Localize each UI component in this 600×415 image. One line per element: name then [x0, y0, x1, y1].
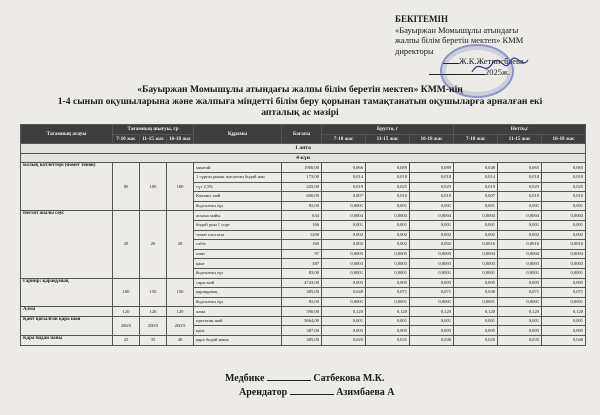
header-gross-age-1: 7-10 жас [322, 134, 366, 144]
menu-table [20, 124, 586, 346]
nurse-label: Медбике [225, 373, 265, 384]
header-net-age-3: 16-18 жас [542, 134, 586, 144]
tenant-line [225, 386, 485, 400]
weight-cell: 0,007 [322, 192, 366, 202]
weight-cell: 0,0016 [542, 240, 586, 250]
weight-cell: 0,0004 [498, 249, 542, 259]
ingredient-cell: пресьтан шай [194, 316, 282, 326]
weight-cell: 0,025 [410, 182, 454, 192]
portion-cell: 200/5 [167, 316, 194, 335]
director-name: Ж.К.Жетписбаева [459, 56, 524, 66]
weight-cell: 0,014 [322, 172, 366, 182]
weight-cell: 0,0001 [322, 201, 366, 211]
portion-cell: 20 [167, 211, 194, 278]
ingredient-cell: сүт 2,5% [194, 182, 282, 192]
weight-cell: 0,001 [454, 316, 498, 326]
ingredient-cell: қара бидай наны [194, 336, 282, 346]
weight-cell: 0,025 [542, 182, 586, 192]
weight-cell: 0,002 [322, 230, 366, 240]
weight-cell: 0,066 [322, 163, 366, 173]
weight-cell: 0,001 [410, 201, 454, 211]
dish-name-cell: Қант қосылған қара шай [21, 316, 113, 335]
ingredient-cell: Көкөніс май [194, 192, 282, 202]
approval-line-3: директоры [395, 45, 434, 56]
table-row [21, 211, 586, 221]
weight-cell: 0,005 [410, 278, 454, 288]
weight-cell: 0,0001 [454, 297, 498, 307]
dish-name-cell: Негізгі жылы соус [21, 211, 113, 278]
header-portion-age-1: 7-10 жас [113, 134, 140, 144]
title-line-3: апталық ас мәзірі [261, 107, 339, 118]
price-cell: 1900,00 [282, 163, 322, 173]
weight-cell: 0,010 [498, 192, 542, 202]
weight-cell: 0,005 [322, 326, 366, 336]
weight-cell: 0,089 [366, 163, 410, 173]
weight-cell: 0,120 [322, 307, 366, 317]
weight-cell: 0,005 [498, 326, 542, 336]
weight-cell: 0,0001 [498, 297, 542, 307]
weight-cell: 0,0001 [322, 297, 366, 307]
weight-cell: 0,002 [410, 240, 454, 250]
portion-cell: 100 [113, 278, 140, 307]
ingredient-cell: қант [194, 259, 282, 269]
weight-cell: 0,018 [410, 172, 454, 182]
table-header-row [21, 125, 586, 135]
weight-cell: 0,001 [542, 316, 586, 326]
page-title [20, 84, 580, 119]
weight-cell: 0,0001 [410, 297, 454, 307]
price-cell: 97 [282, 249, 322, 259]
price-cell: 160 [282, 240, 322, 250]
price-cell: 387,00 [282, 326, 322, 336]
header-portion-age-2: 11-15 жас [140, 134, 167, 144]
weight-cell: 0,120 [366, 307, 410, 317]
nurse-name: Сатбекова М.К. [313, 373, 385, 384]
header-portion: Тағамның шығуы, гр [113, 125, 194, 135]
weight-cell: 0,0004 [542, 211, 586, 221]
header-gross-age-2: 11-15 жас [366, 134, 410, 144]
signatures-footer [225, 372, 485, 400]
weight-cell: 0,048 [322, 288, 366, 298]
weight-cell: 0,071 [498, 288, 542, 298]
header-net-age-1: 7-10 жас [454, 134, 498, 144]
tenant-label: Арендатор [239, 387, 288, 398]
dish-name-cell: Қара бидай наны [21, 336, 113, 346]
weight-cell: 0,001 [410, 316, 454, 326]
header-gross: Брутто, г [322, 125, 454, 135]
weight-cell: 0,005 [410, 326, 454, 336]
weight-cell: 0,005 [322, 278, 366, 288]
weight-cell: 0,014 [454, 172, 498, 182]
weight-cell: 0,002 [322, 240, 366, 250]
table-body [21, 144, 586, 345]
weight-cell: 0,0005 [322, 249, 366, 259]
weight-cell: 0,048 [454, 288, 498, 298]
approval-heading: БЕКІТЕМІН [395, 14, 448, 24]
weight-cell: 0,002 [498, 230, 542, 240]
weight-cell: 0,001 [542, 201, 586, 211]
weight-cell: 0,002 [542, 230, 586, 240]
portion-cell: 20 [113, 211, 140, 278]
header-dish: Тағамның атауы [21, 125, 113, 144]
price-cell: 83,00 [282, 297, 322, 307]
ingredient-cell: йодталған тұз [194, 201, 282, 211]
weight-cell: 0,018 [498, 172, 542, 182]
weight-cell: 0,0003 [410, 259, 454, 269]
weight-cell: 0,0005 [410, 249, 454, 259]
price-cell: 166 [282, 220, 322, 230]
ingredient-cell: пияз [194, 249, 282, 259]
weight-cell: 0,002 [366, 240, 410, 250]
weight-cell: 0,001 [322, 220, 366, 230]
price-cell: 590,00 [282, 307, 322, 317]
weight-cell: 0,025 [498, 182, 542, 192]
tenant-name: Азимбаева А [336, 387, 395, 398]
weight-cell: 0,010 [410, 192, 454, 202]
weight-cell: 0,089 [410, 163, 454, 173]
price-cell: 1200 [282, 230, 322, 240]
weight-cell: 0,001 [454, 220, 498, 230]
weight-cell: 0,0003 [322, 259, 366, 269]
week-label: 1 апта [21, 144, 586, 154]
weight-cell: 0,0003 [366, 259, 410, 269]
portion-cell: 200/5 [113, 316, 140, 335]
nurse-line [225, 372, 485, 386]
weight-cell: 0,019 [322, 182, 366, 192]
ingredient-cell: 1 сұрпы ұннан жасалған бидай нан [194, 172, 282, 182]
weight-cell: 0,018 [366, 172, 410, 182]
ingredient-cell: йодталған тұз [194, 297, 282, 307]
weight-cell: 0,071 [410, 288, 454, 298]
ingredient-cell: йодталған тұз [194, 268, 282, 278]
weight-cell: 0,005 [366, 326, 410, 336]
title-line-1: «Бауыржан Момышұлы атындағы жалпы білім беретін мектеп» КММ-нің [137, 84, 463, 95]
weight-cell: 0,001 [542, 220, 586, 230]
weight-cell: 0,001 [498, 220, 542, 230]
weight-cell: 0,005 [366, 278, 410, 288]
day-label: 4-күн [21, 153, 586, 163]
table-row [21, 316, 586, 326]
weight-cell: 0,020 [322, 336, 366, 346]
title-line-2: 1-4 сынып оқушыларына және жалпыға міндетті білім беру қорынан тамақтанатын оқушыларға арналған екі [57, 95, 543, 107]
weight-cell: 0,0001 [366, 268, 410, 278]
weight-cell: 0,0001 [454, 268, 498, 278]
portion-cell: 150 [167, 278, 194, 307]
portion-cell: 120 [140, 307, 167, 317]
price-cell: 5664,00 [282, 316, 322, 326]
ingredient-cell: томат пастасы [194, 230, 282, 240]
weight-cell: 0,065 [542, 163, 586, 173]
weight-cell: 0,120 [454, 307, 498, 317]
approval-line-2: жалпы білім беретін мектеп» КММ [395, 35, 524, 45]
weight-cell: 0,018 [542, 172, 586, 182]
weight-cell: 0,005 [454, 326, 498, 336]
weight-cell: 0,001 [366, 220, 410, 230]
ingredient-cell: минтай [194, 163, 282, 173]
price-cell: 425,00 [282, 182, 322, 192]
portion-cell: 150 [140, 278, 167, 307]
ingredient-cell: қарақұмық [194, 288, 282, 298]
weight-cell: 0,001 [498, 316, 542, 326]
weight-cell: 0,010 [366, 192, 410, 202]
weight-cell: 0,005 [542, 278, 586, 288]
weight-cell: 0,120 [542, 307, 586, 317]
weight-cell: 0,005 [454, 278, 498, 288]
header-portion-age-3: 16-18 жас [167, 134, 194, 144]
weight-cell: 0,048 [454, 163, 498, 173]
price-cell: 83,00 [282, 268, 322, 278]
weight-cell: 0,0004 [498, 211, 542, 221]
weight-cell: 0,020 [454, 336, 498, 346]
weight-cell: 0,005 [542, 326, 586, 336]
weight-cell: 0,0005 [366, 249, 410, 259]
week-row [21, 144, 586, 154]
weight-cell: 0,002 [366, 230, 410, 240]
header-net: Нетто,г [454, 125, 586, 135]
weight-cell: 0,007 [454, 192, 498, 202]
weight-cell: 0,040 [410, 336, 454, 346]
weight-cell: 0,0003 [542, 259, 586, 269]
weight-cell: 0,001 [410, 220, 454, 230]
price-cell: 4743,00 [282, 278, 322, 288]
price-cell: 83,00 [282, 201, 322, 211]
portion-cell: 100 [140, 163, 167, 211]
weight-cell: 0,0016 [498, 240, 542, 250]
portion-cell: 100 [167, 163, 194, 211]
portion-cell: 20 [140, 211, 167, 278]
weight-cell: 0,035 [498, 336, 542, 346]
weight-cell: 0,0001 [542, 268, 586, 278]
weight-cell: 0,0016 [454, 240, 498, 250]
day-row [21, 153, 586, 163]
header-gross-age-3: 16-18 жас [410, 134, 454, 144]
ingredient-cell: қант [194, 326, 282, 336]
weight-cell: 0,001 [322, 316, 366, 326]
header-price: Бағасы [282, 125, 322, 144]
weight-cell: 0,0003 [454, 259, 498, 269]
portion-cell: 200/5 [140, 316, 167, 335]
weight-cell: 0,035 [366, 336, 410, 346]
price-cell: 385,00 [282, 336, 322, 346]
weight-cell: 0,025 [366, 182, 410, 192]
weight-cell: 0,005 [498, 278, 542, 288]
weight-cell: 0,0004 [454, 211, 498, 221]
price-cell: 385,00 [282, 288, 322, 298]
dish-name-cell: Гарнир: қарақұмық [21, 278, 113, 307]
weight-cell: 0,0001 [498, 268, 542, 278]
weight-cell: 0,040 [542, 336, 586, 346]
weight-cell: 0,120 [498, 307, 542, 317]
director-signature [470, 56, 530, 78]
weight-cell: 0,019 [454, 182, 498, 192]
portion-cell: 120 [167, 307, 194, 317]
price-cell: 634 [282, 211, 322, 221]
menu-table-wrapper [20, 124, 585, 346]
weight-cell: 0,0003 [498, 259, 542, 269]
ingredient-cell: асхана майы [194, 211, 282, 221]
ingredient-cell: алма [194, 307, 282, 317]
weight-cell: 0,0001 [410, 268, 454, 278]
weight-cell: 0,0001 [366, 297, 410, 307]
weight-cell: 0,0004 [366, 211, 410, 221]
weight-cell: 0,001 [366, 201, 410, 211]
price-cell: 600,00 [282, 192, 322, 202]
ingredient-cell: бидай ұны 1 сорт [194, 220, 282, 230]
portion-cell: 120 [113, 307, 140, 317]
weight-cell: 0,0004 [454, 249, 498, 259]
portion-cell: 35 [140, 336, 167, 346]
weight-cell: 0,010 [542, 192, 586, 202]
weight-cell: 0,120 [410, 307, 454, 317]
weight-cell: 0,0004 [542, 249, 586, 259]
weight-cell: 0,001 [366, 316, 410, 326]
portion-cell: 40 [167, 336, 194, 346]
weight-cell: 0,071 [542, 288, 586, 298]
weight-cell: 0,001 [498, 201, 542, 211]
weight-cell: 0,002 [454, 230, 498, 240]
dish-name-cell: Алма [21, 307, 113, 317]
weight-cell: 0,071 [366, 288, 410, 298]
weight-cell: 0,065 [498, 163, 542, 173]
approval-line-1: «Бауыржан Момышұлы атындағы [395, 24, 519, 35]
ingredient-cell: сәбіз [194, 240, 282, 250]
weight-cell: 0,0001 [542, 297, 586, 307]
weight-cell: 0,0004 [322, 211, 366, 221]
dish-name-cell: Балық котлеттері (помет тенов) [21, 163, 113, 211]
date-year: 2025ж. [485, 66, 510, 77]
table-row [21, 307, 586, 317]
table-row [21, 278, 586, 288]
weight-cell: 0,0004 [410, 211, 454, 221]
portion-cell: 80 [113, 163, 140, 211]
header-net-age-2: 11-15 жас [498, 134, 542, 144]
price-cell: 387 [282, 259, 322, 269]
weight-cell: 0,0001 [322, 268, 366, 278]
weight-cell: 0,002 [410, 230, 454, 240]
portion-cell: 25 [113, 336, 140, 346]
table-row [21, 163, 586, 173]
price-cell: 173,00 [282, 172, 322, 182]
weight-cell: 0,001 [454, 201, 498, 211]
ingredient-cell: сары май [194, 278, 282, 288]
header-ingredients: Құрамы [194, 125, 282, 144]
table-row [21, 336, 586, 346]
